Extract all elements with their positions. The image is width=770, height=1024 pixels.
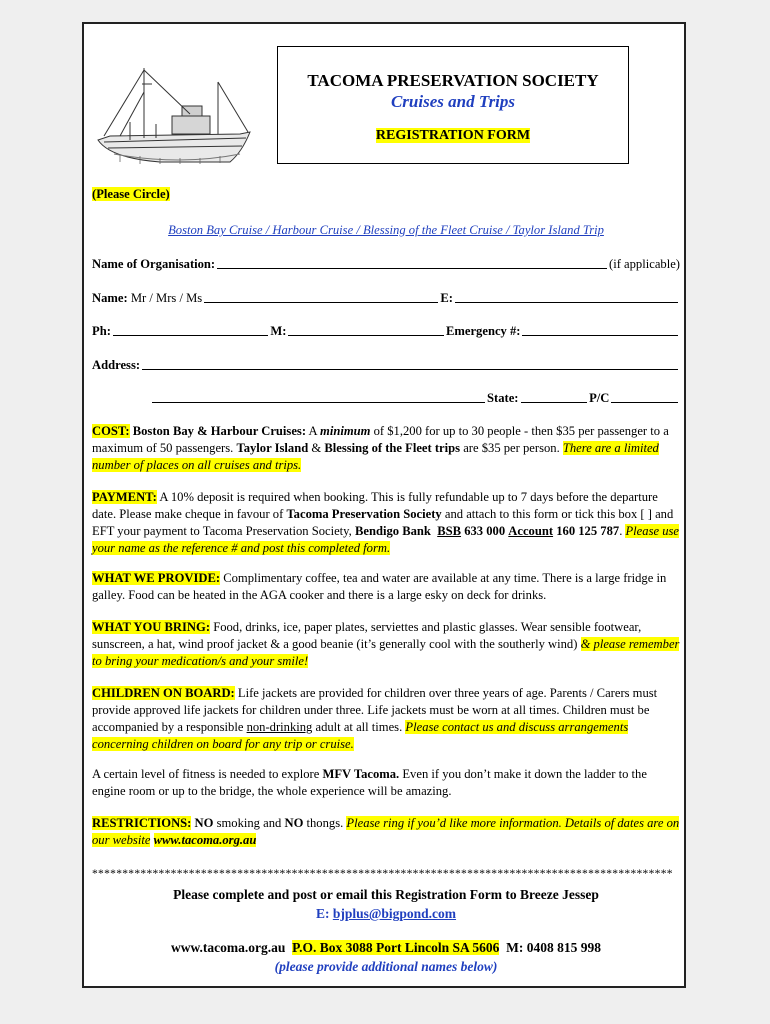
email-label: E: <box>440 291 453 305</box>
cost-blessing: Blessing of the Fleet trips <box>324 441 461 455</box>
postcode-label: P/C <box>589 391 610 405</box>
title-box <box>277 46 629 164</box>
payment-bsb: 633 000 <box>464 524 506 538</box>
address-field-row <box>92 357 680 374</box>
cost-lead: Boston Bay & Harbour Cruises: <box>132 424 307 438</box>
children-section <box>92 685 680 753</box>
footer-note: (please provide additional names below) <box>274 959 498 974</box>
phone-field-row <box>92 323 680 340</box>
provide-text: Complimentary coffee, tea and water are available at any time. There is a large fridge in galley. Food can be heated in the AGA cooker and there is a large esky on deck for drinks. <box>92 571 667 602</box>
payment-heading: PAYMENT: <box>92 490 157 504</box>
payment-text-2: and attach to this form or tick this box [ ] and EFT your payment to Tacoma Preservation Society, <box>92 507 674 538</box>
phone-input-line[interactable] <box>113 323 269 336</box>
address-label: Address: <box>92 358 141 372</box>
fitness-text-1: A certain level of fitness is needed to explore <box>92 767 320 781</box>
restrictions-section <box>92 815 680 849</box>
emergency-label: Emergency #: <box>445 324 521 338</box>
trip-options[interactable]: Boston Bay Cruise / Harbour Cruise / Blessing of the Fleet Cruise / Taylor Island Trip <box>168 223 604 237</box>
state-input-line[interactable] <box>521 390 588 403</box>
cost-text-1: of $1,200 for up to 30 people - then $35 per passenger to a maximum of 50 passengers. <box>92 424 669 455</box>
payment-bsb-label: BSB <box>437 524 462 538</box>
address-line-2[interactable] <box>152 390 485 403</box>
restrictions-website-link[interactable]: www.tacoma.org.au <box>153 833 257 847</box>
payment-section: PAYMENT: A 10% deposit is required when booking. This is fully refundable up to 7 days before the departure date. Please make cheque in favour of Tacoma Preservation Society and attach to this form or tick this box [ ] and EFT your payment to Tacoma Preservation Society, Bendigo Bank BSB 633 000 Account 160 125 787. Please use your name as the reference # and post this completed form. <box>92 490 679 555</box>
emergency-input-line[interactable] <box>522 323 678 336</box>
name-input-line[interactable] <box>204 290 438 303</box>
children-heading: CHILDREN ON BOARD: <box>92 686 235 700</box>
mobile-input-line[interactable] <box>288 323 444 336</box>
footer-website-link[interactable]: www.tacoma.org.au <box>170 940 286 955</box>
state-field-row <box>150 390 680 407</box>
fitness-section <box>92 766 680 800</box>
name-titles: Mr / Mrs / Ms <box>130 291 203 305</box>
children-text-2: adult at all times. <box>315 720 403 734</box>
footer-email-label: E: <box>315 906 330 921</box>
form-title: REGISTRATION FORM <box>375 128 531 143</box>
cost-minimum: minimum <box>320 424 371 438</box>
state-label: State: <box>487 391 519 405</box>
address-input-line[interactable] <box>142 357 678 370</box>
bring-section <box>92 619 680 670</box>
provide-heading: WHAT WE PROVIDE: <box>92 571 221 585</box>
payment-note: Please use your name as the reference # and post this completed form. <box>92 524 679 555</box>
cost-a: A <box>308 424 317 438</box>
postcode-input-line[interactable] <box>611 390 678 403</box>
please-circle-label: (Please Circle) <box>92 187 170 201</box>
restrictions-no-2: NO <box>284 816 304 830</box>
ship-sketch-logo <box>90 62 256 168</box>
mobile-label: M: <box>270 324 287 338</box>
payment-payee: Tacoma Preservation Society <box>286 507 442 521</box>
name-field-row <box>92 290 680 307</box>
restrictions-no-1: NO <box>194 816 214 830</box>
separator-stars: ************************************************************************************************ <box>92 868 673 880</box>
footer-po-box: P.O. Box 3088 Port Lincoln SA 5606 <box>292 940 500 955</box>
restrictions-heading: RESTRICTIONS: <box>92 816 192 830</box>
payment-account: 160 125 787 <box>556 524 620 538</box>
cost-amp: & <box>311 441 322 455</box>
bring-heading: WHAT YOU BRING: <box>92 620 211 634</box>
children-note: Please contact us and discuss arrangements concerning children on board for any trip or cruise. <box>92 720 629 751</box>
payment-account-label: Account <box>508 524 554 538</box>
bring-text: Food, drinks, ice, paper plates, serviettes and plastic glasses. Wear sensible footwear, sunscreen, a hat, wind proof jacket & a good beanie (it’s generally cool with the southerly wind) <box>92 620 642 651</box>
name-label: Name: <box>92 291 128 305</box>
society-title: TACOMA PRESERVATION SOCIETY <box>307 71 599 90</box>
cost-taylor: Taylor Island <box>236 441 309 455</box>
footer-mobile: M: 0408 815 998 <box>506 940 602 955</box>
bring-note: & please remember to bring your medication/s and your smile! <box>92 637 680 668</box>
footer-email-link[interactable]: bjplus@bigpond.com <box>332 906 457 921</box>
footer-instruction: Please complete and post or email this Registration Form to Breeze Jessep <box>173 887 599 902</box>
payment-text-1: A 10% deposit is required when booking. This is fully refundable up to 7 days before the departure date. Please make cheque in favour of <box>92 490 658 521</box>
cost-section <box>92 423 680 474</box>
organisation-field-row <box>92 256 680 273</box>
org-label: Name of Organisation: <box>92 257 216 271</box>
cost-text-2: are $35 per person. <box>463 441 560 455</box>
org-suffix: (if applicable) <box>609 257 680 271</box>
provide-section <box>92 570 680 604</box>
footer-email-row <box>92 905 680 922</box>
footer-contact-row <box>92 939 680 956</box>
registration-form-page <box>82 22 686 988</box>
phone-label: Ph: <box>92 324 111 338</box>
cost-note: There are a limited number of places on all cruises and trips. <box>92 441 659 472</box>
cruises-subtitle: Cruises and Trips <box>390 92 516 111</box>
fitness-text-2: Even if you don’t make it down the ladder to the engine room or up to the bridge, the whole experience will be amazing. <box>92 767 647 798</box>
children-text-1: Life jackets are provided for children over three years of age. Parents / Carers must provide approved life jackets for children under three. Life jackets must be worn at all times. Children must be accompanied by a responsible <box>92 686 658 734</box>
children-non-drinking: non-drinking <box>246 720 313 734</box>
payment-bank: Bendigo Bank <box>354 524 431 538</box>
cost-heading: COST: <box>92 424 130 438</box>
fitness-vessel: MFV Tacoma. <box>322 767 400 781</box>
email-input-line[interactable] <box>455 290 678 303</box>
restrictions-smoking: smoking and <box>216 816 282 830</box>
org-input-line[interactable] <box>217 256 607 269</box>
restrictions-thongs: thongs. <box>306 816 344 830</box>
restrictions-note: Please ring if you’d like more information. Details of dates are on our website <box>92 816 680 847</box>
